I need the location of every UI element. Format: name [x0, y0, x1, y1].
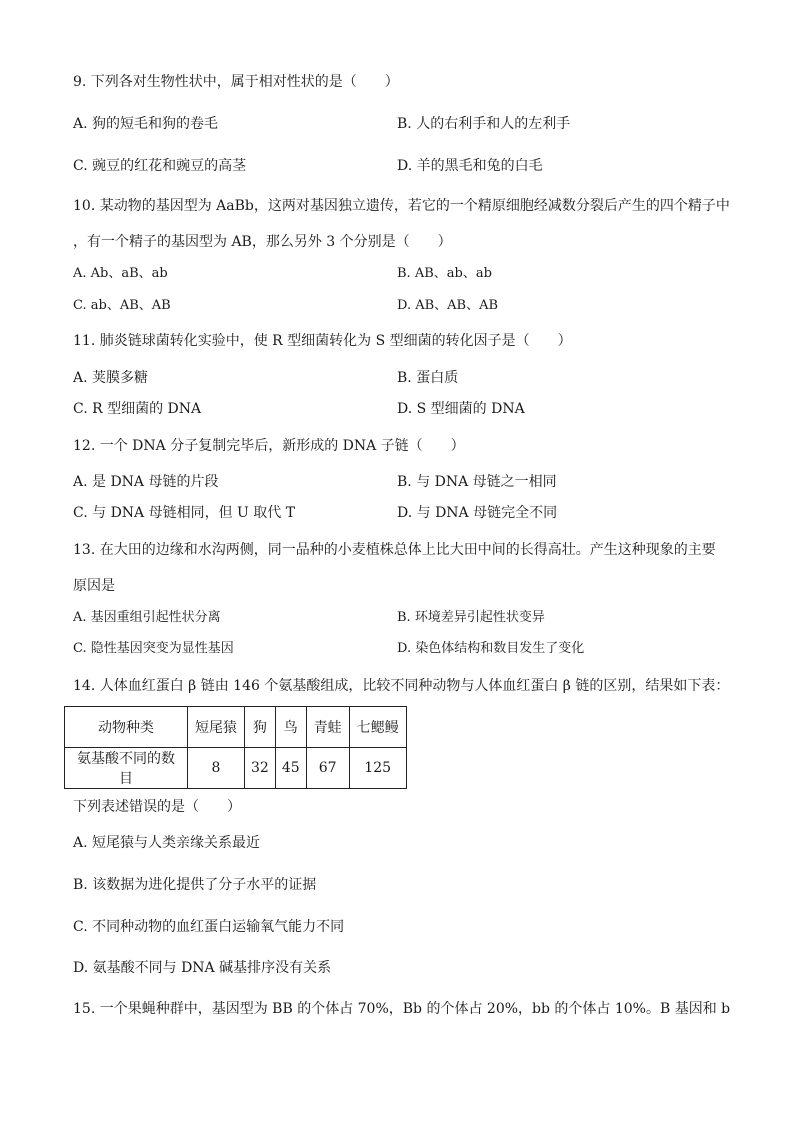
q12-option-d[interactable]: D. 与 DNA 母链完全不同	[397, 505, 558, 521]
q11-option-a[interactable]: A. 荚膜多糖	[73, 370, 149, 386]
q14-option-d[interactable]: D. 氨基酸不同与 DNA 碱基排序没有关系	[73, 960, 332, 976]
q12-option-a[interactable]: A. 是 DNA 母链的片段	[73, 474, 219, 490]
q13-option-c[interactable]: C. 隐性基因突变为显性基因	[73, 641, 234, 656]
q10-option-b[interactable]: B. AB、ab、ab	[397, 266, 492, 281]
amino-acid-table	[64, 706, 407, 789]
table-header-cell: 鸟	[275, 707, 306, 748]
q11-option-b[interactable]: B. 蛋白质	[397, 370, 459, 386]
table-header-cell: 狗	[245, 707, 276, 748]
q13-option-b[interactable]: B. 环境差异引起性状变异	[397, 610, 545, 625]
q9-option-d[interactable]: D. 羊的黑毛和兔的白毛	[397, 158, 543, 174]
table-row	[65, 748, 407, 789]
q11-option-d[interactable]: D. S 型细菌的 DNA	[397, 401, 525, 417]
q10-stem-line1: 10. 某动物的基因型为 AaBb，这两对基因独立遗传，若它的一个精原细胞经减数分裂后产生的四个精子中	[73, 198, 730, 214]
q11-option-c[interactable]: C. R 型细菌的 DNA	[73, 401, 202, 417]
table-header-cell: 短尾猿	[188, 707, 245, 748]
q10-option-d[interactable]: D. AB、AB、AB	[397, 298, 499, 313]
q13-stem-line1: 13. 在大田的边缘和水沟两侧，同一品种的小麦植株总体上比大田中间的长得高壮。产生这种现象的主要	[73, 542, 716, 558]
q9-option-c[interactable]: C. 豌豆的红花和豌豆的高茎	[73, 158, 247, 174]
q14-option-a[interactable]: A. 短尾猿与人类亲缘关系最近	[73, 835, 261, 851]
q12-stem: 12. 一个 DNA 分子复制完毕后，新形成的 DNA 子链（ ）	[73, 438, 465, 454]
q11-stem: 11. 肺炎链球菌转化实验中，使 R 型细菌转化为 S 型细菌的转化因子是（ ）	[73, 333, 572, 349]
table-header-row	[65, 707, 407, 748]
table-cell: 32	[245, 748, 276, 789]
q12-option-b[interactable]: B. 与 DNA 母链之一相同	[397, 474, 557, 490]
q9-option-b[interactable]: B. 人的右利手和人的左利手	[397, 116, 571, 132]
q9-option-a[interactable]: A. 狗的短毛和狗的卷毛	[73, 116, 219, 132]
q13-option-a[interactable]: A. 基因重组引起性状分离	[73, 610, 221, 625]
q14-option-b[interactable]: B. 该数据为进化提供了分子水平的证据	[73, 877, 317, 893]
table-cell: 67	[306, 748, 349, 789]
q14-prompt: 下列表述错误的是（ ）	[73, 799, 241, 815]
q14-stem: 14. 人体血红蛋白 β 链由 146 个氨基酸组成，比较不同种动物与人体血红蛋白 β 链的区别，结果如下表：	[73, 678, 730, 694]
q13-stem-line2: 原因是	[73, 578, 115, 594]
q10-option-a[interactable]: A. Ab、aB、ab	[73, 266, 168, 281]
table-header-cell: 动物种类	[65, 707, 188, 748]
table-cell: 45	[275, 748, 306, 789]
q13-option-d[interactable]: D. 染色体结构和数目发生了变化	[397, 641, 585, 656]
q10-option-c[interactable]: C. ab、AB、AB	[73, 298, 171, 313]
q14-option-c[interactable]: C. 不同种动物的血红蛋白运输氧气能力不同	[73, 919, 345, 935]
table-cell: 125	[349, 748, 406, 789]
table-row-label: 氨基酸不同的数目	[65, 748, 188, 789]
table-header-cell: 青蛙	[306, 707, 349, 748]
table-header-cell: 七鳃鳗	[349, 707, 406, 748]
q9-stem: 9. 下列各对生物性状中，属于相对性状的是（ ）	[73, 74, 399, 90]
q15-stem: 15. 一个果蝇种群中，基因型为 BB 的个体占 70%，Bb 的个体占 20%，bb 的个体占 10%。B 基因和 b	[73, 1001, 731, 1017]
q12-option-c[interactable]: C. 与 DNA 母链相同，但 U 取代 T	[73, 505, 296, 521]
q10-stem-line2: ，有一个精子的基因型为 AB，那么另外 3 个分别是（ ）	[73, 234, 452, 250]
table-cell: 8	[188, 748, 245, 789]
